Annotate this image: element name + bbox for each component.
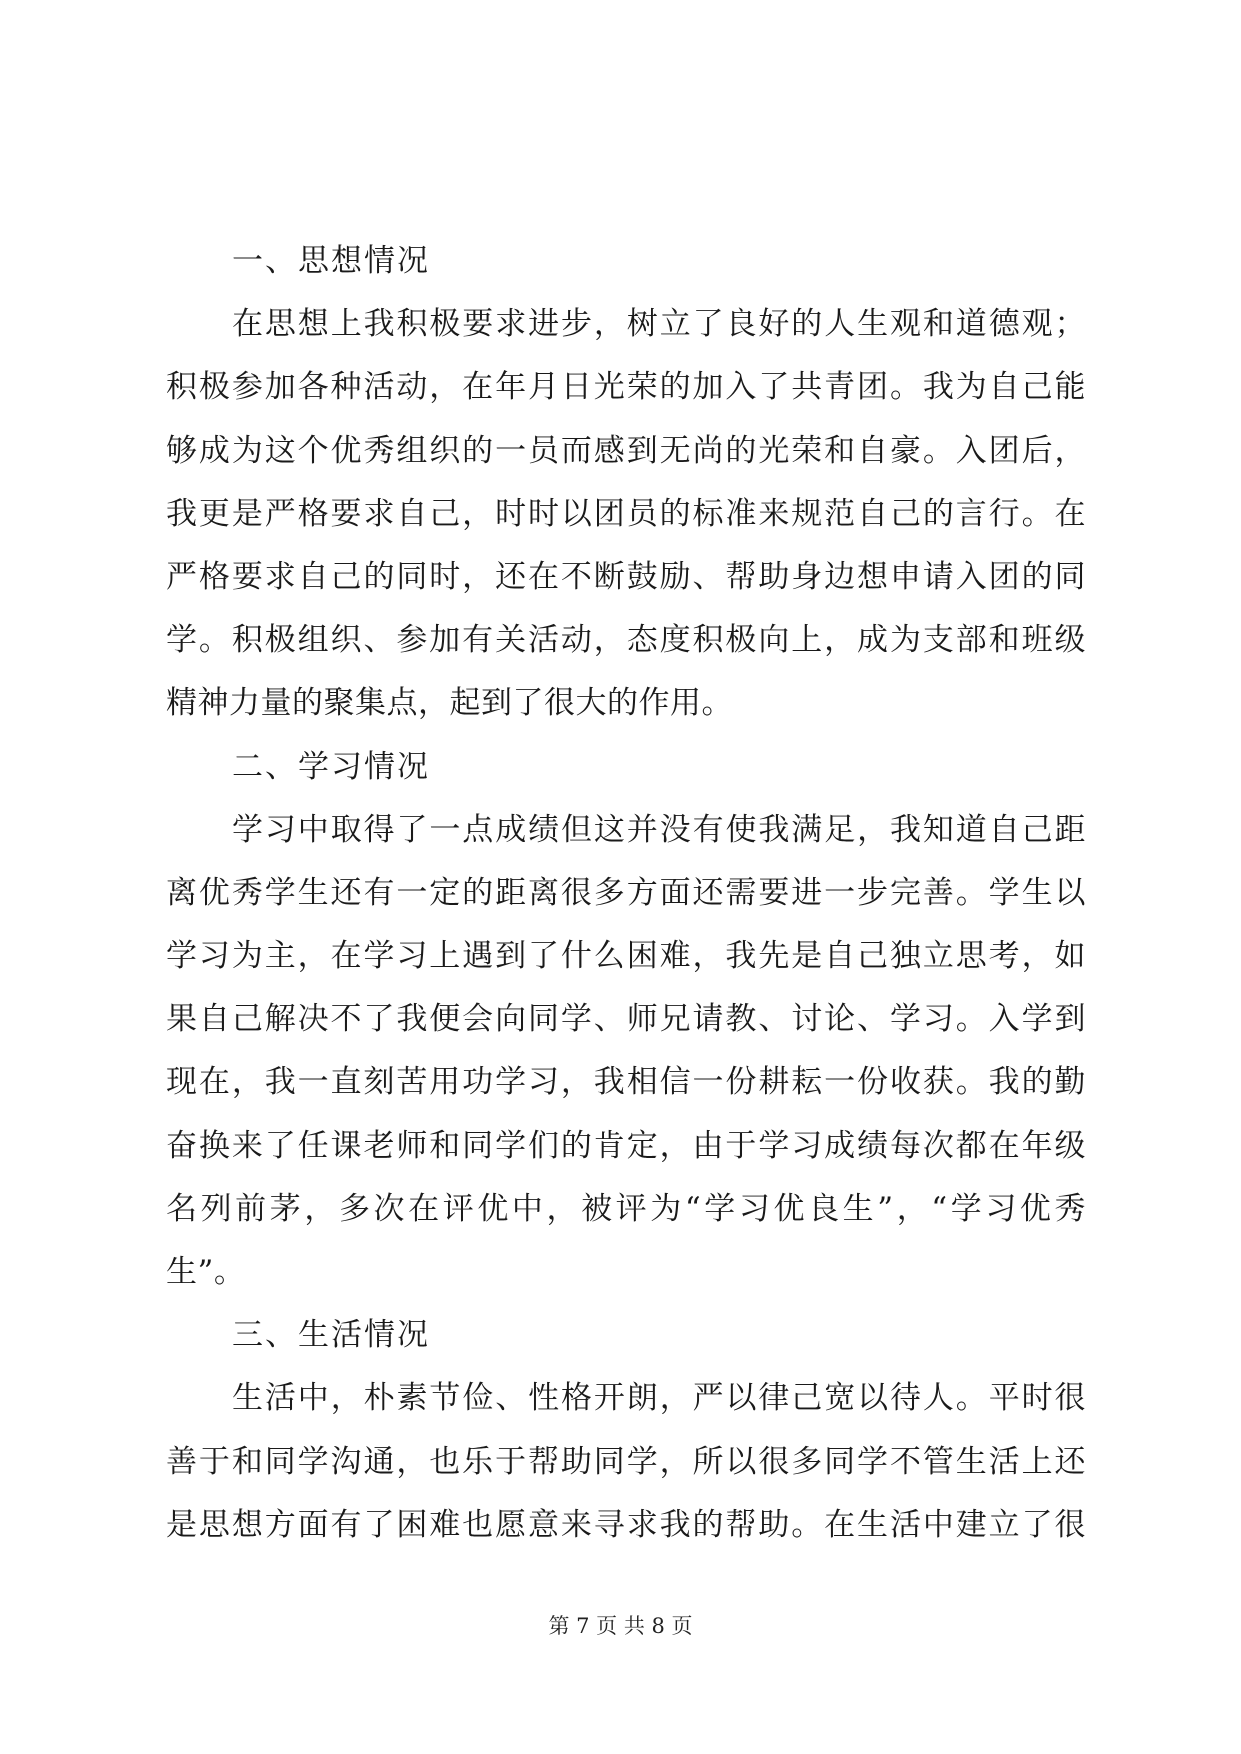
section-heading-study: 二、学习情况: [232, 748, 430, 785]
page-number-footer: 第 7 页 共 8 页: [548, 1614, 693, 1638]
paragraph-line: 我更是严格要求自己，时时以团员的标准来规范自己的言行。在: [166, 495, 1086, 532]
paragraph-line: 现在，我一直刻苦用功学习，我相信一份耕耘一份收获。我的勤: [166, 1064, 1086, 1101]
paragraph-line: 积极参加各种活动，在年月日光荣的加入了共青团。我为自己能: [166, 369, 1086, 406]
paragraph-line: 够成为这个优秀组织的一员而感到无尚的光荣和自豪。入团后，: [166, 432, 1086, 469]
section-heading-life: 三、生活情况: [232, 1317, 430, 1354]
document-body: [166, 230, 1086, 1557]
paragraph-line: 离优秀学生还有一定的距离很多方面还需要进一步完善。学生以: [166, 874, 1086, 911]
paragraph-line: 精神力量的聚集点，起到了很大的作用。: [166, 685, 733, 722]
paragraph-line: 善于和同学沟通，也乐于帮助同学，所以很多同学不管生活上还: [166, 1443, 1086, 1480]
paragraph-line: 严格要求自己的同时，还在不断鼓励、帮助身边想申请入团的同: [166, 558, 1086, 595]
paragraph-line: 学习中取得了一点成绩但这并没有使我满足，我知道自己距: [232, 811, 1086, 848]
paragraph-line: 名列前茅，多次在评优中，被评为“学习优良生”，“学习优秀: [166, 1190, 1086, 1227]
paragraph-line: 学。积极组织、参加有关活动，态度积极向上，成为支部和班级: [166, 622, 1086, 659]
section-heading-thought: 一、思想情况: [232, 243, 430, 279]
paragraph-line: 生活中，朴素节俭、性格开朗，严以律己宽以待人。平时很: [232, 1380, 1086, 1417]
paragraph-line: 生”。: [166, 1254, 246, 1290]
paragraph-line: 是思想方面有了困难也愿意来寻求我的帮助。在生活中建立了很: [166, 1506, 1086, 1543]
paragraph-line: 学习为主，在学习上遇到了什么困难，我先是自己独立思考，如: [166, 938, 1086, 975]
paragraph-line: 在思想上我积极要求进步，树立了良好的人生观和道德观；: [232, 306, 1086, 343]
paragraph-line: 奋换来了任课老师和同学们的肯定，由于学习成绩每次都在年级: [166, 1127, 1086, 1164]
paragraph-line: 果自己解决不了我便会向同学、师兄请教、讨论、学习。入学到: [166, 1001, 1086, 1038]
